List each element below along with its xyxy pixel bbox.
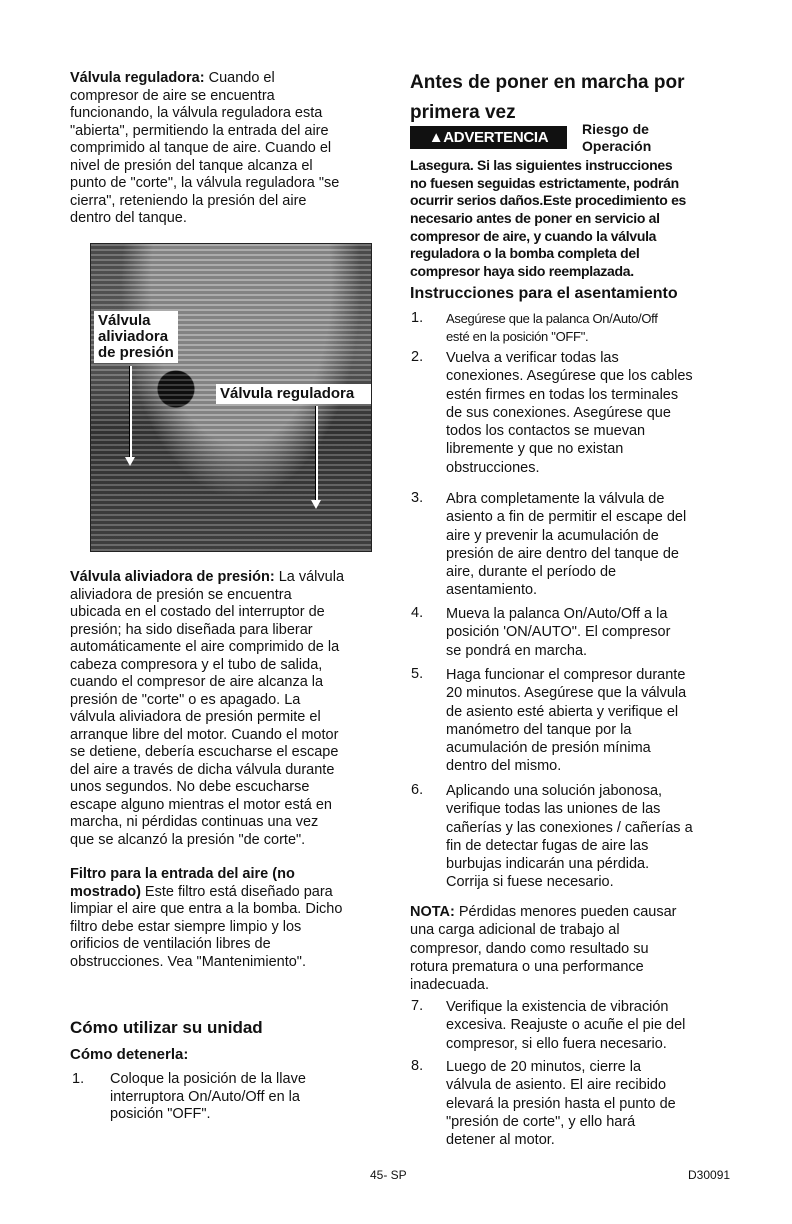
- text-line: [446, 367, 693, 385]
- text-line: [70, 954, 342, 972]
- line-text: Corrija si fuese necesario.: [446, 874, 614, 891]
- text-line: [446, 563, 686, 581]
- line-text: unos segundos. No debe escucharse: [70, 779, 310, 795]
- text-line: [70, 743, 344, 761]
- lead-text: Válvula aliviadora de presión:: [70, 569, 275, 585]
- line-text: La válvula: [274, 569, 345, 585]
- warning-line: ocurrir serios daños.Este procedimiento es: [410, 192, 687, 209]
- text-line: [70, 140, 339, 158]
- line-text: posición 'ON/AUTO". El compresor: [446, 624, 671, 641]
- line-text: compresor, si ello fuera necesario.: [446, 1035, 667, 1052]
- page-title: [410, 68, 685, 128]
- line-text: una carga adicional de trabajo al: [410, 922, 620, 939]
- line-text: escape alguno mientras el motor está en: [70, 796, 332, 813]
- list-item: [110, 1071, 306, 1124]
- label-relief-valve: [94, 311, 178, 363]
- item-number: 3.: [411, 490, 424, 506]
- arrow-relief-valve: [129, 366, 132, 458]
- text-line: [446, 1131, 676, 1149]
- item-number: 5.: [411, 666, 424, 682]
- text-line: [446, 328, 658, 346]
- title-line: Antes de poner en marcha por: [410, 72, 685, 93]
- item-number: 1.: [72, 1071, 85, 1087]
- text-line: [446, 1016, 685, 1034]
- line-text: Haga funcionar el compresor durante: [446, 667, 686, 683]
- subtitle: Instrucciones para el asentamiento: [410, 285, 678, 302]
- text-line: [410, 903, 677, 921]
- subsection-title: Cómo detenerla:: [70, 1046, 189, 1063]
- line-text: inadecuada.: [410, 977, 490, 994]
- text-line: [446, 1058, 676, 1076]
- text-line: [446, 666, 686, 684]
- text-line: [446, 581, 686, 599]
- line-text: Aplicando una solución jabonosa,: [446, 783, 663, 799]
- lead-text: Válvula reguladora:: [70, 70, 205, 86]
- text-line: [446, 545, 686, 563]
- line-text: ubicada en el costado del interruptor de: [70, 604, 325, 620]
- item-number: 1.: [411, 310, 424, 326]
- warning-line: Lasegura. Si las siguientes instrucciones: [410, 157, 673, 173]
- text-line: [446, 1095, 676, 1113]
- line-text: presión; ha sido diseñada para liberar: [70, 621, 313, 638]
- text-line: [70, 919, 342, 937]
- line-text: esté en la posición "OFF".: [446, 329, 589, 345]
- line-text: aire y prevenir la acumulación de: [446, 527, 659, 544]
- line-text: punto de "corte", la válvula reguladora "se: [70, 175, 340, 191]
- text-line: [446, 819, 693, 837]
- text-line: [70, 778, 344, 796]
- text-line: [70, 603, 344, 621]
- item-number: 7.: [411, 998, 424, 1014]
- text-line: [446, 459, 693, 477]
- line-text: excesiva. Reajuste o acuñe el pie del: [446, 1017, 686, 1034]
- text-line: [446, 800, 693, 818]
- text-line: [446, 422, 693, 440]
- line-text: se detiene, debería escucharse el escape: [70, 744, 339, 760]
- line-text: filtro debe estar siempre limpio y los: [70, 918, 302, 935]
- text-line: [70, 796, 344, 814]
- text-line: [70, 831, 344, 849]
- line-text: "presión de corte", y ello hará: [446, 1113, 636, 1130]
- warning-line: no fuesen seguidas estrictamente, podrán: [410, 174, 679, 191]
- text-line: [70, 175, 339, 193]
- item-number: 2.: [411, 349, 424, 365]
- paragraph-relief-valve: [70, 568, 344, 848]
- item-number: 4.: [411, 605, 424, 621]
- text-line: [70, 936, 342, 954]
- text-line: [70, 70, 339, 88]
- line-text: Asegúrese que la palanca On/Auto/Off: [446, 311, 658, 326]
- line-text: de asiento esté abierta y verifique el: [446, 703, 679, 720]
- list-item: [446, 605, 670, 660]
- text-line: [410, 940, 677, 958]
- note: [410, 903, 677, 994]
- text-line: [446, 855, 693, 873]
- text-line: [70, 621, 344, 639]
- line-text: estén firmes en todas los terminales: [446, 386, 679, 403]
- arrow-regulator-valve: [315, 406, 318, 501]
- line-text: marcha, ni pérdidas continuas una vez: [70, 814, 319, 830]
- text-line: [70, 726, 344, 744]
- text-line: [110, 1071, 306, 1089]
- warning-line: reguladora o la bomba completa del: [410, 245, 640, 262]
- line-text: conexiones. Asegúrese que los cables: [446, 368, 693, 385]
- text-line: [410, 921, 677, 939]
- line-text: todos los contactos se muevan: [446, 423, 646, 440]
- warning-line: compresor haya sido reemplazada.: [410, 263, 634, 280]
- line-text: limpiar el aire que entra a la bomba. Dicho: [70, 901, 343, 917]
- line-text: elevará la presión hasta el punto de: [446, 1095, 676, 1112]
- text-line: [70, 901, 342, 919]
- label-line: Válvula: [98, 312, 151, 329]
- text-line: [446, 1113, 676, 1131]
- line-text: cuando el compresor de aire alcanza la: [70, 674, 324, 690]
- compressor-photo: [90, 243, 372, 552]
- line-text: automáticamente el aire comprimido de la: [70, 639, 340, 655]
- line-text: rotura prematura o una performance: [410, 958, 644, 975]
- text-line: [446, 527, 686, 545]
- text-line: [446, 386, 693, 404]
- warning-line: necesario antes de poner en servicio al: [410, 210, 660, 227]
- line-text: asiento a fin de permitir el escape del: [446, 509, 687, 526]
- line-text: obstrucciones. Vea "Mantenimiento".: [70, 953, 306, 970]
- line-text: válvula aliviadora de presión permite el: [70, 709, 321, 725]
- paragraph-air-filter: [70, 866, 342, 971]
- line-text: compresor de aire se encuentra: [70, 87, 275, 104]
- text-line: [110, 1106, 306, 1124]
- list-item: [446, 666, 686, 776]
- text-line: [446, 349, 693, 367]
- line-text: del aire a través de dicha válvula durante: [70, 761, 335, 778]
- text-line: [70, 586, 344, 604]
- text-line: [70, 638, 344, 656]
- line-text: nivel de presión del tanque alcanza el: [70, 157, 313, 174]
- line-text: aire, durante el período de: [446, 564, 617, 581]
- line-text: cierra", reteniendo la presión del aire: [70, 192, 307, 209]
- text-line: [446, 310, 658, 328]
- text-line: [446, 1076, 676, 1094]
- line-text: Luego de 20 minutos, cierre la: [446, 1059, 642, 1075]
- text-line: [70, 193, 339, 211]
- line-text: Cuando el: [204, 70, 275, 86]
- paragraph-regulator-valve: [70, 70, 339, 228]
- text-line: [70, 210, 339, 228]
- text-line: [446, 440, 693, 458]
- line-text: dentro del mismo.: [446, 758, 562, 775]
- text-line: [446, 837, 693, 855]
- line-text: comprimido al tanque de aire. Cuando el: [70, 140, 332, 156]
- line-text: acumulación de presión mínima: [446, 740, 651, 757]
- text-line: [70, 656, 344, 674]
- line-text: libremente y que no existan: [446, 441, 624, 458]
- text-line: [446, 508, 686, 526]
- text-line: [70, 673, 344, 691]
- line-text: fin de detectar fugas de aire las: [446, 837, 649, 854]
- line-text: orificios de ventilación libres de: [70, 936, 271, 952]
- line-text: compresor, dando como resultado su: [410, 940, 649, 957]
- line-text: interruptora On/Auto/Off en la: [110, 1088, 300, 1105]
- text-line: [446, 490, 686, 508]
- text-line: [70, 158, 339, 176]
- warning-badge: ▲ADVERTENCIA: [410, 126, 567, 149]
- text-line: [446, 782, 693, 800]
- lead-text: Filtro para la entrada del aire (no: [70, 866, 295, 882]
- text-line: [446, 1035, 685, 1053]
- line-text: dentro del tanque.: [70, 210, 187, 226]
- text-line: [110, 1089, 306, 1107]
- label-line: de presión: [98, 344, 174, 361]
- line-text: que se alcanzó la presión "de corte".: [70, 831, 306, 848]
- text-line: [70, 568, 344, 586]
- item-number: 6.: [411, 782, 424, 798]
- text-line: [70, 691, 344, 709]
- text-line: [446, 404, 693, 422]
- line-text: detener al motor.: [446, 1132, 555, 1149]
- line-text: se pondrá en marcha.: [446, 642, 588, 659]
- list-item: [446, 490, 686, 600]
- line-text: presión de aire dentro del tanque de: [446, 545, 679, 562]
- list-item: [446, 998, 685, 1053]
- text-line: [446, 605, 670, 623]
- line-text: obstrucciones.: [446, 459, 540, 476]
- text-line: [70, 813, 344, 831]
- text-line: [70, 866, 342, 884]
- text-line: [410, 976, 677, 994]
- line-text: de sus conexiones. Asegúrese que: [446, 404, 671, 421]
- line-text: cabeza compresora y el tubo de salida,: [70, 656, 323, 673]
- line-text: asentamiento.: [446, 582, 538, 599]
- list-item: [446, 1058, 676, 1149]
- line-text: Abra completamente la válvula de: [446, 491, 665, 507]
- text-line: [446, 998, 685, 1016]
- line-text: Verifique la existencia de vibración: [446, 999, 669, 1015]
- text-line: [70, 884, 342, 902]
- page-number: 45- SP: [370, 1168, 407, 1182]
- list-item: [446, 310, 658, 347]
- text-line: [446, 873, 693, 891]
- text-line: [70, 708, 344, 726]
- text-line: [446, 757, 686, 775]
- warning-line: compresor de aire, y cuando la válvula: [410, 227, 657, 244]
- text-line: [446, 703, 686, 721]
- title-line: primera vez: [410, 102, 516, 123]
- line-text: válvula de asiento. El aire recibido: [446, 1077, 667, 1094]
- list-item: [446, 782, 693, 892]
- line-text: 20 minutos. Asegúrese que la válvula: [446, 685, 687, 702]
- warning-risk: [582, 121, 651, 155]
- line-text: Pérdidas menores pueden causar: [454, 904, 677, 920]
- text-line: [70, 761, 344, 779]
- line-text: presión de "corte" o es apagado. La: [70, 691, 301, 708]
- text-line: [446, 684, 686, 702]
- line-text: manómetro del tanque por la: [446, 721, 632, 738]
- lead-text: mostrado): [70, 883, 141, 900]
- line-text: Coloque la posición de la llave: [110, 1071, 306, 1087]
- line-text: cañerías y las conexiones / cañerías a: [446, 819, 693, 836]
- label-line: aliviadora: [98, 328, 169, 345]
- line-text: aliviadora de presión se encuentra: [70, 586, 292, 603]
- warning-text: [410, 157, 686, 281]
- text-line: [446, 642, 670, 660]
- text-line: [410, 958, 677, 976]
- line-text: posición "OFF".: [110, 1106, 211, 1122]
- label-regulator-valve: Válvula reguladora: [216, 384, 372, 404]
- section-title: Cómo utilizar su unidad: [70, 1018, 263, 1037]
- text-line: [70, 123, 339, 141]
- text-line: [70, 105, 339, 123]
- line-text: funcionando, la válvula reguladora esta: [70, 105, 323, 121]
- text-line: [446, 739, 686, 757]
- risk-line: Operación: [582, 138, 652, 154]
- line-text: Vuelva a verificar todas las: [446, 350, 619, 366]
- line-text: Mueva la palanca On/Auto/Off a la: [446, 606, 668, 622]
- item-number: 8.: [411, 1058, 424, 1074]
- line-text: Este filtro está diseñado para: [140, 883, 333, 900]
- text-line: [446, 721, 686, 739]
- line-text: verifique todas las uniones de las: [446, 801, 661, 818]
- document-code: D30091: [688, 1168, 731, 1182]
- lead-text: NOTA:: [410, 904, 455, 920]
- line-text: "abierta", permitiendo la entrada del aire: [70, 122, 329, 139]
- line-text: burbujas indicarán una pérdida.: [446, 856, 650, 873]
- risk-line: Riesgo de: [582, 121, 649, 137]
- list-item: [446, 349, 693, 477]
- line-text: arranque libre del motor. Cuando el motor: [70, 726, 339, 743]
- text-line: [446, 623, 670, 641]
- text-line: [70, 88, 339, 106]
